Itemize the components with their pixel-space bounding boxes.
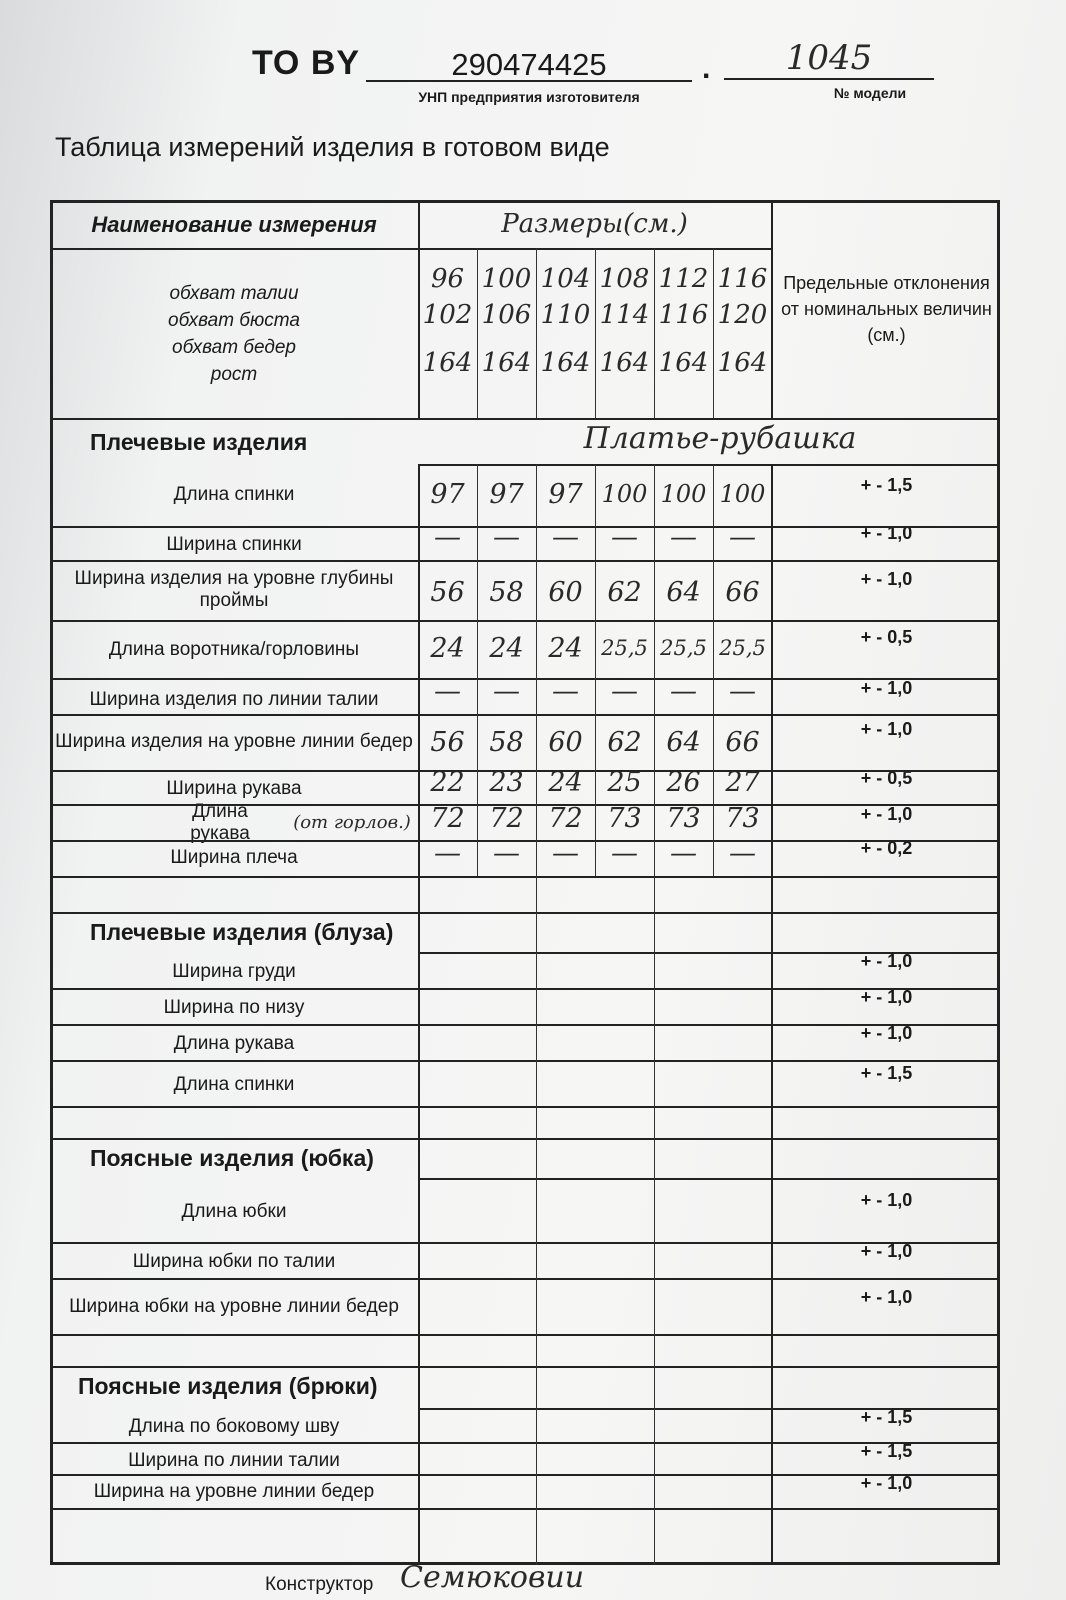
row-tolerance: + - 1,0 (860, 1472, 913, 1493)
row-value: 100 (660, 480, 707, 508)
row-value: — (552, 521, 579, 553)
model-caption: № модели (833, 85, 907, 101)
row-name: Длина юбки (181, 1201, 287, 1222)
unp-caption: УНП предприятия изготовителя (418, 89, 640, 105)
grid-line (50, 620, 1000, 622)
size-1-waist: 96 (430, 264, 465, 294)
row-tolerance: + - 1,5 (860, 1062, 913, 1083)
row-name: Ширина плеча (170, 847, 298, 868)
row-name: Длина по боковому шву (128, 1416, 340, 1437)
row-name-note: (от горлов.) (293, 811, 411, 833)
row-value: 62 (607, 726, 642, 758)
unp-underline (366, 80, 692, 82)
row-name: Ширина спинки (166, 534, 302, 555)
row-value: — (434, 837, 461, 869)
row-value: 56 (430, 726, 465, 758)
section-title: Плечевые изделия (блуза) (90, 918, 394, 945)
row-value: — (670, 675, 697, 707)
row-value: 97 (430, 478, 465, 510)
grid-line (418, 464, 1000, 466)
grid-line (654, 464, 655, 1565)
grid-line (50, 248, 773, 250)
row-value: — (611, 675, 638, 707)
row-tolerance: + - 1,0 (860, 677, 913, 698)
row-value: 73 (666, 802, 701, 834)
row-value: 24 (430, 632, 465, 664)
row-value: 100 (601, 480, 648, 508)
grid-line (713, 464, 714, 876)
size-4-waist: 108 (599, 264, 650, 294)
row-tolerance: + - 0,5 (860, 767, 913, 788)
row-value: 23 (489, 766, 524, 798)
grid-line (418, 200, 420, 418)
grid-line (771, 200, 773, 418)
row-value: 64 (666, 726, 701, 758)
row-value: — (552, 837, 579, 869)
row-value: 72 (548, 802, 583, 834)
row-value: — (552, 675, 579, 707)
grid-line (50, 1060, 1000, 1062)
row-value: 72 (489, 802, 524, 834)
size-4-height: 164 (599, 348, 650, 378)
grid-line (771, 464, 773, 1565)
grid-line (50, 418, 1000, 420)
size-3-bust: 110 (540, 300, 591, 330)
grid-line (50, 1474, 1000, 1476)
size-5-bust: 116 (658, 300, 709, 330)
column-header-limits: Предельные отклонения от номинальных величин (см.) (781, 273, 992, 345)
row-tolerance: + - 0,5 (860, 626, 913, 647)
grid-line (477, 464, 478, 876)
grid-line (536, 464, 537, 1565)
row-value: 25,5 (660, 636, 707, 660)
row-value: — (493, 837, 520, 869)
row-name: Ширина груди (172, 961, 296, 982)
row-value: 60 (548, 726, 583, 758)
grid-line (50, 840, 1000, 842)
model-value: 1045 (785, 38, 873, 78)
grid-line (50, 1106, 1000, 1108)
row-tolerance: + - 1,0 (860, 1022, 913, 1043)
grid-line (50, 1278, 1000, 1280)
grid-line (50, 1024, 1000, 1026)
grid-line (50, 876, 1000, 878)
garment-note: Платье-рубашка (583, 420, 857, 456)
grid-line (50, 1442, 1000, 1444)
row-value: 24 (548, 766, 583, 798)
row-value: 66 (725, 576, 760, 608)
designer-signature: Семюковии (400, 1560, 585, 1595)
row-value: 58 (489, 726, 524, 758)
designer-label: Конструктор (265, 1574, 374, 1595)
grid-line (477, 248, 478, 418)
row-value: 25 (607, 766, 642, 798)
size-5-height: 164 (658, 348, 709, 378)
grid-line (50, 912, 1000, 914)
grid-line (418, 1408, 1000, 1410)
row-value: 73 (607, 802, 642, 834)
grid-line (595, 248, 596, 418)
model-underline (724, 78, 934, 80)
row-value: 22 (430, 766, 465, 798)
row-value: — (670, 521, 697, 553)
row-tolerance: + - 1,0 (860, 1189, 913, 1210)
grid-line (50, 714, 1000, 716)
row-tolerance: + - 1,0 (860, 1240, 913, 1261)
row-value: — (729, 675, 756, 707)
grid-line (595, 464, 596, 876)
row-value: — (493, 521, 520, 553)
size-5-waist: 112 (658, 264, 709, 294)
row-tolerance: + - 1,0 (860, 950, 913, 971)
row-value: — (434, 675, 461, 707)
param-hip: обхват бедер (172, 337, 296, 358)
row-name: Длина рукава (173, 1033, 295, 1054)
row-value: 60 (548, 576, 583, 608)
column-header-sizes: Размеры(см.) (501, 209, 688, 239)
row-tolerance: + - 1,5 (860, 1406, 913, 1427)
row-name: Ширина юбки по талии (132, 1251, 336, 1272)
size-3-waist: 104 (540, 264, 591, 294)
row-tolerance: + - 1,0 (860, 803, 913, 824)
row-value: 26 (666, 766, 701, 798)
grid-line (654, 248, 655, 418)
row-value: 58 (489, 576, 524, 608)
grid-line (50, 1242, 1000, 1244)
row-name: Ширина рукава (166, 778, 302, 799)
row-name: Длина спинки (173, 1074, 295, 1095)
row-value: — (729, 837, 756, 869)
row-value: — (611, 837, 638, 869)
section-title: Плечевые изделия (90, 428, 308, 455)
size-1-bust: 102 (422, 300, 473, 330)
param-height: рост (210, 364, 258, 385)
param-bust: обхват бюста (168, 310, 300, 331)
grid-line (50, 526, 1000, 528)
grid-line (50, 1138, 1000, 1140)
size-6-bust: 120 (717, 300, 768, 330)
row-value: 25,5 (719, 636, 766, 660)
row-name: Длина спинки (173, 484, 295, 505)
grid-line (50, 1334, 1000, 1336)
row-tolerance: + - 1,0 (860, 718, 913, 739)
row-name: Ширина изделия по линии талии (89, 689, 379, 710)
unp-value: 290474425 (451, 47, 607, 82)
row-name: Ширина по линии талии (128, 1450, 340, 1471)
row-name: Ширина изделия на уровне глубины проймы (74, 568, 394, 611)
size-2-waist: 100 (481, 264, 532, 294)
row-value: 66 (725, 726, 760, 758)
grid-line (50, 1366, 1000, 1368)
row-value: 72 (430, 802, 465, 834)
measurements-table (50, 200, 1000, 1565)
row-name: Ширина изделия на уровне линии бедер (55, 731, 413, 752)
grid-line (50, 770, 1000, 772)
row-value: 24 (489, 632, 524, 664)
row-tolerance: + - 1,5 (860, 1440, 913, 1461)
row-tolerance: + - 0,2 (860, 837, 913, 858)
grid-line (50, 678, 1000, 680)
row-value: — (670, 837, 697, 869)
row-value: 64 (666, 576, 701, 608)
grid-line (50, 560, 1000, 562)
row-name: Ширина по низу (163, 997, 305, 1018)
row-tolerance: + - 1,5 (860, 474, 913, 495)
row-name: Длина рукава (190, 801, 250, 844)
column-header-name: Наименование измерения (91, 212, 377, 237)
row-value: 62 (607, 576, 642, 608)
size-3-height: 164 (540, 348, 591, 378)
grid-line (418, 1178, 1000, 1180)
row-value: — (611, 521, 638, 553)
row-value: 24 (548, 632, 583, 664)
grid-line (50, 988, 1000, 990)
row-value: 97 (548, 478, 583, 510)
row-tolerance: + - 1,0 (860, 1286, 913, 1307)
row-tolerance: + - 1,0 (860, 522, 913, 543)
size-2-bust: 106 (481, 300, 532, 330)
grid-line (418, 464, 420, 1565)
row-value: 97 (489, 478, 524, 510)
row-tolerance: + - 1,0 (860, 568, 913, 589)
row-name: Ширина на уровне линии бедер (93, 1481, 375, 1502)
row-value: 100 (719, 480, 766, 508)
row-name: Длина воротника/горловины (108, 639, 360, 660)
row-value: — (493, 675, 520, 707)
row-value: — (729, 521, 756, 553)
header-prefix: ТО BY (252, 44, 361, 82)
section-title: Поясные изделия (брюки) (78, 1372, 378, 1399)
row-value: 27 (725, 766, 760, 798)
section-title: Поясные изделия (юбка) (90, 1144, 374, 1171)
grid-line (418, 952, 1000, 954)
row-name: Ширина юбки на уровне линии бедер (69, 1296, 399, 1317)
grid-line (50, 804, 1000, 806)
row-value: — (434, 521, 461, 553)
row-value: 56 (430, 576, 465, 608)
row-value: 25,5 (601, 636, 648, 660)
size-4-bust: 114 (599, 300, 650, 330)
size-2-height: 164 (481, 348, 532, 378)
grid-line (50, 1508, 1000, 1510)
grid-line (536, 248, 537, 418)
size-6-waist: 116 (717, 264, 768, 294)
size-parameters (50, 250, 418, 418)
document-title: Таблица измерений изделия в готовом виде (55, 132, 610, 162)
size-6-height: 164 (717, 348, 768, 378)
size-1-height: 164 (422, 348, 473, 378)
row-value: 73 (725, 802, 760, 834)
param-waist: обхват талии (169, 283, 299, 304)
grid-line (713, 248, 714, 418)
header-separator: . (702, 52, 711, 85)
row-tolerance: + - 1,0 (860, 986, 913, 1007)
